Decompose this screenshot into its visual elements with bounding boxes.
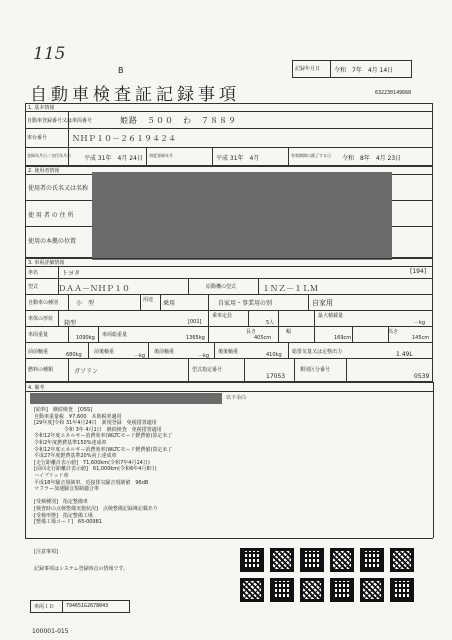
remark-line: 自動車重量税 ¥7,600 本則税率適用: [34, 413, 122, 420]
maker-value: トヨタ: [62, 270, 81, 277]
qr-code-12: [390, 578, 414, 602]
section-2-header: 2. 使用者情報: [28, 168, 60, 174]
remark-line: [29年度]令和 31年4月24日 新規登録 免税措置適用: [34, 420, 157, 427]
registration-number-value: 姫路 ５００ わ ７８８９: [120, 116, 237, 125]
section-4-header: 4. 備考: [28, 385, 45, 391]
remark-line: [前回走行距離計表示値] 61,000km(令和6年4月8日): [34, 466, 157, 473]
capacity-value: 5人: [266, 320, 275, 326]
notes-body: 記録事項はシステム登録時点の情報です。: [34, 566, 129, 572]
below-blank-text: 以下余白: [226, 395, 247, 401]
user-address-label: 使 用 者 の 住 所: [28, 212, 74, 219]
remark-line: 平成18年騒音規制車、近接排気騒音規制値 96dB: [34, 479, 149, 486]
model-label: 型式: [28, 284, 39, 290]
rear-rear-axle-value: 410kg: [266, 352, 282, 358]
remark-line: [整備工場コード] 65-00981: [34, 519, 102, 526]
remark-line: 令和 3年 4月1日 継続検査 免税措置適用: [64, 426, 162, 433]
body-shape-value: 箱型: [64, 320, 77, 327]
qr-code-3: [300, 548, 324, 572]
front-front-axle-value: 680kg: [66, 352, 82, 358]
notes-title: [注意事項]: [34, 549, 58, 555]
small-mark: B: [118, 66, 124, 75]
fuel-label: 燃料の種類: [28, 367, 54, 373]
business-value: 自家用: [312, 299, 333, 307]
model-value: ＤＡＡ－ＮＨＰ１０: [58, 284, 130, 293]
section-vehicle-details: [25, 258, 433, 382]
rear-front-axle-label: 後前軸重: [154, 349, 175, 355]
vehicle-id-value: 794651G2678043: [66, 603, 109, 609]
remark-line: [受検種別] 指定整備車: [34, 499, 88, 506]
width-value: 169cm: [334, 335, 352, 341]
vehicle-id-label: 車両ＩＤ: [34, 604, 55, 610]
qr-code-4: [330, 548, 354, 572]
chassis-number-label: 車台番号: [27, 135, 48, 141]
document-number: 632230149668: [375, 90, 412, 96]
use-label: 用途: [143, 297, 154, 303]
remark-line: 令和12年度エネルギー消費効率(WLTCモード燃費値)算定未了: [34, 446, 173, 453]
remark-line: [受検形態] 指定整備工場: [34, 512, 93, 519]
registration-date-value: 平成 31年 4月 24日: [84, 155, 143, 162]
height-label: 高さ: [388, 329, 399, 335]
handwritten-number: 115: [33, 44, 66, 64]
engine-value: １ＮＺ－１ＬＭ: [262, 284, 318, 293]
remark-line: マフラー加速騒音規制適合車: [34, 486, 100, 493]
model-number-value: 17053: [266, 373, 286, 380]
qr-code-1: [240, 548, 264, 572]
vehicle-type-label: 自動車の種別: [28, 300, 59, 306]
class-number-value: 0539: [414, 373, 430, 380]
registration-date-label: 登録年月日／交付年月日: [27, 153, 71, 158]
remark-line: [給料] 継続検査 [OSS]: [34, 407, 93, 413]
length-value: 405cm: [254, 335, 272, 341]
first-registration-value: 平成 31年 4月: [216, 155, 260, 162]
qr-code-2: [270, 548, 294, 572]
body-shape-code: [001]: [188, 319, 202, 325]
footer-code: 100001-015: [32, 628, 69, 635]
displacement-value: 1.49L: [396, 351, 413, 358]
chassis-number-value: ＮＨＰ１０－２６１９４２４: [72, 134, 176, 143]
remark-line: [走行距離計表示値] 71,600km(令和7年4月14日): [34, 459, 150, 466]
base-location-label: 使用の本拠の位置: [28, 238, 77, 245]
front-rear-axle-value: －kg: [134, 353, 146, 359]
user-name-label: 使用者の氏名又は名称: [28, 185, 89, 192]
vehicle-type-value: 小 型: [76, 300, 95, 307]
remark-line: [34, 492, 294, 499]
redacted-user-info: [92, 172, 392, 260]
max-load-label: 最大積載量: [318, 313, 344, 319]
maker-code: [194]: [410, 268, 427, 275]
section-3-header: 3. 車両詳細情報: [28, 260, 65, 266]
front-rear-axle-label: 前後軸重: [94, 349, 115, 355]
rear-front-axle-value: －kg: [198, 353, 210, 359]
record-date-value: 令和 7年 4月 14日: [334, 67, 394, 74]
body-shape-label: 車体の形状: [28, 316, 54, 322]
front-front-axle-label: 前前軸重: [28, 349, 49, 355]
qr-code-8: [270, 578, 294, 602]
qr-code-7: [240, 578, 264, 602]
qr-code-6: [390, 548, 414, 572]
remark-line: 令和2年度燃費基準150%達成車: [34, 439, 107, 446]
max-load-value: －kg: [414, 320, 426, 326]
remark-line: 平成27年度燃費基準20%向上達成車: [34, 453, 117, 460]
qr-code-11: [360, 578, 384, 602]
height-value: 145cm: [412, 335, 430, 341]
first-registration-label: 初度登録年月: [149, 153, 173, 158]
width-label: 幅: [286, 329, 292, 335]
qr-code-10: [330, 578, 354, 602]
capacity-label: 乗車定員: [212, 313, 233, 319]
redacted-remark: [30, 393, 222, 404]
gross-weight-label: 車両総重量: [102, 332, 128, 338]
model-number-label: 型式指定番号: [192, 367, 223, 373]
remark-line: [検査時の点検整備実施状況] 点検整備記録簿記載あり: [34, 505, 158, 512]
registration-number-label: 自動車登録番号又は車両番号: [27, 118, 93, 124]
displacement-label: 総排気量又は定格出力: [292, 349, 343, 355]
section-1-header: 1. 基本情報: [28, 105, 55, 111]
gross-weight-value: 1365kg: [186, 335, 205, 341]
remark-line: 令和12年度エネルギー消費効率(WLTCモード燃費値)算定未了: [34, 433, 173, 440]
use-value: 乗用: [163, 300, 176, 307]
class-number-label: 類別区分番号: [300, 367, 331, 373]
fuel-value: ガソリン: [74, 368, 99, 375]
engine-label: 原動機の型式: [206, 284, 237, 290]
vehicle-weight-label: 車両重量: [28, 332, 49, 338]
remark-line: ハイブリッド車: [34, 472, 69, 479]
length-label: 長さ: [246, 329, 257, 335]
record-date-label: 記録年月日: [295, 66, 321, 72]
business-label: 自家用・事業用の別: [218, 300, 273, 307]
qr-code-9: [300, 578, 324, 602]
maker-label: 車名: [28, 270, 39, 276]
expiry-date-label: 有効期間の満了する日: [291, 153, 331, 158]
page-title: 自動車検査証記録事項: [30, 85, 240, 105]
expiry-date-value: 令和 8年 4月 23日: [342, 155, 402, 162]
rear-rear-axle-label: 後後軸重: [218, 349, 239, 355]
remarks-list: [34, 406, 294, 525]
qr-code-5: [360, 548, 384, 572]
vehicle-weight-value: 1090kg: [76, 335, 95, 341]
